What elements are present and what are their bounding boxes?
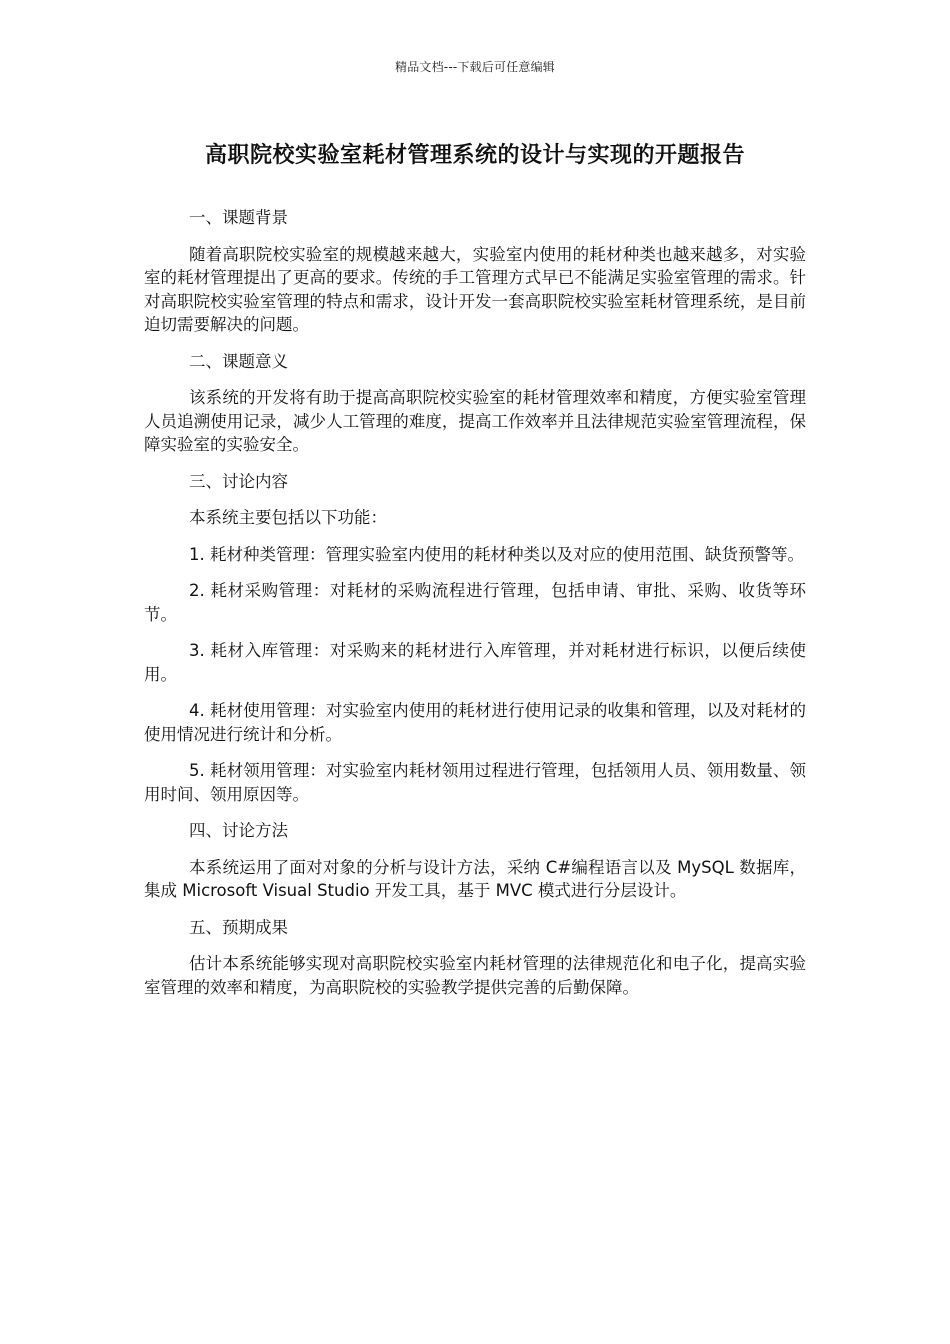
header-note: 精品文档---下载后可任意编辑 bbox=[395, 60, 555, 74]
list-item: 5. 耗材领用管理：对实验室内耗材领用过程进行管理，包括领用人员、领用数量、领用时间、领用原因等。 bbox=[144, 761, 806, 804]
list-item: 2. 耗材采购管理：对耗材的采购流程进行管理，包括申请、审批、采购、收货等环节。 bbox=[144, 581, 806, 624]
paragraph: 该系统的开发将有助于提高高职院校实验室的耗材管理效率和精度，方便实验室管理人员追溯使用记录，减少人工管理的难度，提高工作效率并且法律规范实验室管理流程，保障实验室的实验安全。 bbox=[144, 388, 806, 454]
paragraph: 估计本系统能够实现对高职院校实验室内耗材管理的法律规范化和电子化，提高实验室管理的效率和精度，为高职院校的实验教学提供完善的后勤保障。 bbox=[144, 954, 806, 997]
list-item: 3. 耗材入库管理：对采购来的耗材进行入库管理，并对耗材进行标识，以便后续使用。 bbox=[144, 641, 806, 684]
paragraph: 本系统运用了面对对象的分析与设计方法，采纳 C#编程语言以及 MySQL 数据库，集成 Microsoft Visual Studio 开发工具，基于 MVC 模式进行分层设计。 bbox=[144, 857, 806, 900]
section-heading-significance: 二、课题意义 bbox=[189, 351, 288, 371]
list-item: 4. 耗材使用管理：对实验室内使用的耗材进行使用记录的收集和管理，以及对耗材的使用情况进行统计和分析。 bbox=[144, 701, 806, 744]
paragraph: 本系统主要包括以下功能： bbox=[189, 508, 387, 527]
section-heading-outcome: 五、预期成果 bbox=[189, 917, 288, 937]
section-heading-method: 四、讨论方法 bbox=[189, 821, 288, 840]
section-heading-background: 一、课题背景 bbox=[189, 208, 288, 227]
document-body bbox=[144, 206, 806, 1012]
document-title: 高职院校实验室耗材管理系统的设计与实现的开题报告 bbox=[204, 143, 745, 168]
paragraph: 随着高职院校实验室的规模越来越大，实验室内使用的耗材种类也越来越多，对实验室的耗材管理提出了更高的要求。传统的手工管理方式早已不能满足实验室管理的需求。针对高职院校实验室管理的特点和需求，设计开发一套高职院校实验室耗材管理系统，是目前迫切需要解决的问题。 bbox=[144, 244, 806, 334]
section-heading-content: 三、讨论内容 bbox=[189, 471, 288, 491]
list-item: 1. 耗材种类管理：管理实验室内使用的耗材种类以及对应的使用范围、缺货预警等。 bbox=[189, 544, 804, 564]
